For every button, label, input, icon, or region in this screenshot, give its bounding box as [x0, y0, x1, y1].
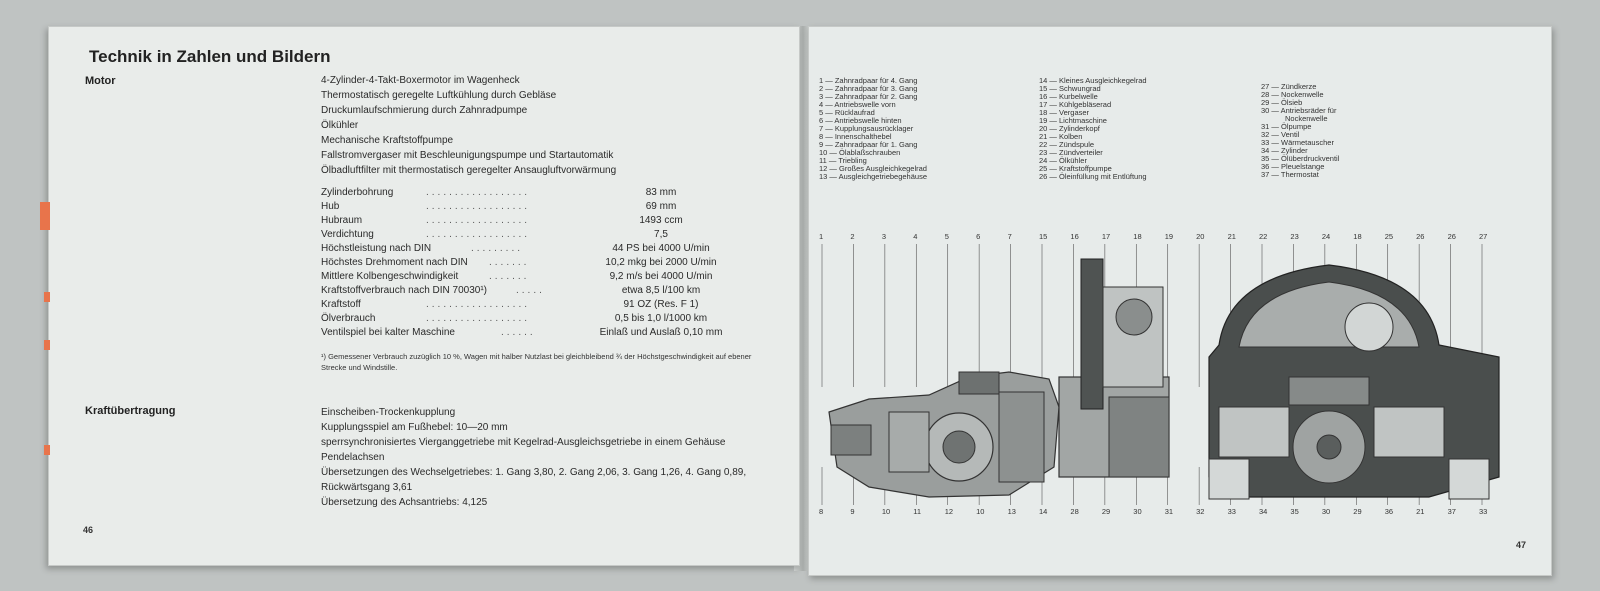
spec-value: 91 OZ (Res. F 1): [623, 299, 699, 310]
spec-row: [321, 243, 761, 257]
spec-row: [321, 313, 761, 327]
legend-item: 1 — Zahnradpaar für 4. Gang: [819, 76, 918, 85]
spec-label: Mittlere Kolbengeschwindigkeit: [321, 271, 459, 282]
drivetrain-line: Rückwärtsgang 3,61: [321, 482, 413, 493]
motor-line: Thermostatisch geregelte Luftkühlung durch Gebläse: [321, 90, 557, 101]
motor-line: Mechanische Kraftstoffpumpe: [321, 135, 454, 146]
legend-item: 8 — Innenschalthebel: [819, 132, 892, 141]
bottom-callout: 12: [944, 507, 954, 516]
engine-cutaway-illustration: [809, 27, 1553, 577]
legend-item: 28 — Nockenwelle: [1261, 90, 1324, 99]
leader-dots: .........: [471, 243, 524, 254]
legend-item: 13 — Ausgleichgetriebegehäuse: [819, 172, 927, 181]
left-page: [48, 26, 800, 566]
right-page: [808, 26, 1552, 576]
legend-item: 7 — Kupplungsausrücklager: [819, 124, 914, 133]
index-tab: [44, 445, 50, 455]
top-callout: 18: [1133, 232, 1142, 241]
top-callout: 24: [1321, 232, 1331, 241]
legend-item: 36 — Pleuelstange: [1261, 162, 1325, 171]
drivetrain-line: sperrsynchronisiertes Vierganggetriebe mit Kegelrad-Ausgleichsgetriebe in einem Gehäuse: [321, 437, 726, 448]
legend-item: 37 — Thermostat: [1261, 170, 1319, 179]
legend-item: 3 — Zahnradpaar für 2. Gang: [819, 92, 918, 101]
spec-label: Ventilspiel bei kalter Maschine: [321, 327, 455, 338]
legend-item: 9 — Zahnradpaar für 1. Gang: [819, 140, 918, 149]
legend-item: 29 — Ölsieb: [1261, 98, 1303, 107]
bottom-callout: 9: [850, 507, 855, 516]
spec-value: 83 mm: [645, 187, 677, 198]
top-callout: 16: [1070, 232, 1079, 241]
bottom-callout: 37: [1447, 507, 1456, 516]
legend-item: 17 — Kühlgebläserad: [1039, 100, 1112, 109]
spec-label: Hubraum: [321, 215, 363, 226]
leader-dots: .....: [516, 285, 545, 296]
top-callout: 19: [1164, 232, 1174, 241]
top-callout: 5: [944, 232, 949, 241]
drivetrain-line: Kupplungsspiel am Fußhebel: 10—20 mm: [321, 422, 508, 433]
legend-item: 20 — Zylinderkopf: [1039, 124, 1100, 133]
legend-item: 4 — Antriebswelle vorn: [819, 100, 896, 109]
spec-label: Zylinderbohrung: [321, 187, 394, 198]
legend-item: 18 — Vergaser: [1039, 108, 1090, 117]
spec-label: Kraftstoffverbrauch nach DIN 70030¹): [321, 285, 488, 296]
legend-item: 33 — Wärmetauscher: [1261, 138, 1334, 147]
legend-item: Nockenwelle: [1285, 114, 1328, 123]
bottom-callout: 34: [1259, 507, 1268, 516]
bottom-callout: 31: [1164, 507, 1174, 516]
leader-dots: .......: [489, 271, 530, 282]
spec-row: [321, 257, 761, 271]
page-title: Technik in Zahlen und Bildern: [89, 47, 331, 66]
bottom-callout: 10: [881, 507, 891, 516]
leader-dots: ..................: [426, 313, 531, 324]
legend-item: 10 — Ölablaßschrauben: [819, 148, 901, 157]
bottom-callout: 21: [1416, 507, 1425, 516]
top-callout: 20: [1196, 232, 1205, 241]
spec-label: Höchstes Drehmoment nach DIN: [321, 257, 468, 268]
legend-item: 23 — Zündverteiler: [1039, 148, 1103, 157]
top-callout: 1: [819, 232, 824, 241]
spec-row: [321, 201, 761, 215]
spec-value: 44 PS bei 4000 U/min: [612, 243, 710, 254]
leader-dots: ......: [501, 327, 536, 338]
top-callout: 22: [1259, 232, 1268, 241]
bottom-callout: 28: [1070, 507, 1079, 516]
spec-row: [321, 229, 761, 243]
legend-item: 12 — Großes Ausgleichkegelrad: [819, 164, 927, 173]
section-heading-drivetrain: Kraftübertragung: [85, 405, 176, 417]
leader-dots: .......: [489, 257, 530, 268]
legend-item: 11 — Triebling: [819, 156, 867, 165]
spec-row: [321, 327, 761, 341]
page-number: 46: [83, 525, 94, 535]
page-number: 47: [1516, 540, 1527, 550]
bottom-callout: 30: [1321, 507, 1331, 516]
spec-row: [321, 299, 761, 313]
motor-line: 4-Zylinder-4-Takt-Boxermotor im Wagenheck: [321, 75, 520, 86]
bottom-callout: 35: [1290, 507, 1299, 516]
top-callout: 7: [1007, 232, 1012, 241]
top-callout: 18: [1353, 232, 1362, 241]
spec-label: Kraftstoff: [321, 299, 361, 310]
leader-dots: ..................: [426, 215, 531, 226]
bottom-callout: 29: [1353, 507, 1362, 516]
legend-item: 22 — Zündspule: [1039, 140, 1095, 149]
legend-item: 16 — Kurbelwelle: [1039, 92, 1098, 101]
drivetrain-line: Pendelachsen: [321, 452, 385, 463]
top-callout: 17: [1101, 232, 1111, 241]
leader-dots: ..................: [426, 229, 531, 240]
legend-item: 14 — Kleines Ausgleichkegelrad: [1039, 76, 1147, 85]
top-callout: 26: [1447, 232, 1456, 241]
legend-item: 26 — Öleinfüllung mit Entlüftung: [1039, 172, 1147, 181]
drivetrain-line: Einscheiben-Trockenkupplung: [321, 407, 456, 418]
top-callout: 21: [1227, 232, 1236, 241]
motor-line: Ölbadluftfilter mit thermostatisch geregelter Ansaugluftvorwärmung: [321, 165, 617, 176]
top-callout: 6: [976, 232, 981, 241]
spec-row: [321, 187, 761, 201]
spec-value: 1493 ccm: [639, 215, 683, 226]
bottom-callout: 33: [1479, 507, 1488, 516]
spec-value: Einlaß und Auslaß 0,10 mm: [599, 327, 723, 338]
leader-dots: ..................: [426, 299, 531, 310]
spec-row: [321, 271, 761, 285]
top-callout: 25: [1384, 232, 1394, 241]
top-callout: 26: [1416, 232, 1425, 241]
index-tab: [44, 292, 50, 302]
legend-item: 31 — Ölpumpe: [1261, 122, 1312, 131]
bottom-callout: 29: [1101, 507, 1111, 516]
spec-row: [321, 285, 761, 299]
bottom-callout: 32: [1196, 507, 1205, 516]
legend-item: 32 — Ventil: [1261, 130, 1300, 139]
bottom-callout: 14: [1039, 507, 1048, 516]
drivetrain-line: Übersetzung des Achsantriebs: 4,125: [321, 497, 488, 508]
bottom-callout: 36: [1384, 507, 1394, 516]
top-callout: 4: [913, 232, 918, 241]
legend-item: 35 — Ölüberdruckventil: [1261, 154, 1340, 163]
spec-value: 69 mm: [645, 201, 677, 212]
bottom-callout: 33: [1227, 507, 1236, 516]
top-callout: 2: [850, 232, 855, 241]
spec-value: 7,5: [654, 229, 668, 240]
legend-item: 19 — Lichtmaschine: [1039, 116, 1107, 125]
legend-item: 34 — Zylinder: [1261, 146, 1308, 155]
legend-item: 21 — Kolben: [1039, 132, 1083, 141]
leader-dots: ..................: [426, 187, 531, 198]
bottom-callout: 10: [976, 507, 985, 516]
spec-value: 0,5 bis 1,0 l/1000 km: [614, 313, 708, 324]
section-heading-motor: Motor: [85, 75, 116, 87]
legend-item: 6 — Antriebswelle hinten: [819, 116, 902, 125]
spec-label: Hub: [321, 201, 340, 212]
bottom-callout: 11: [913, 507, 922, 516]
bottom-callout: 13: [1007, 507, 1016, 516]
top-callout: 15: [1039, 232, 1048, 241]
top-callout: 3: [881, 232, 887, 241]
top-callout: 23: [1290, 232, 1299, 241]
motor-line: Fallstromvergaser mit Beschleunigungspumpe und Startautomatik: [321, 150, 614, 161]
legend-item: 30 — Antriebsräder für: [1261, 106, 1337, 115]
motor-line: Druckumlaufschmierung durch Zahnradpumpe: [321, 105, 528, 116]
leader-dots: ..................: [426, 201, 531, 212]
index-tab: [40, 202, 50, 230]
spec-value: etwa 8,5 l/100 km: [621, 285, 701, 296]
drivetrain-line: Übersetzungen des Wechselgetriebes: 1. Gang 3,80, 2. Gang 2,06, 3. Gang 1,26, 4. Gang 0,89,: [321, 467, 747, 478]
spec-label: Ölverbrauch: [321, 313, 376, 324]
legend-item: 2 — Zahnradpaar für 3. Gang: [819, 84, 918, 93]
legend-item: 15 — Schwungrad: [1039, 84, 1101, 93]
bottom-callout: 8: [819, 507, 824, 516]
spec-row: [321, 215, 761, 229]
spec-value: 10,2 mkg bei 2000 U/min: [605, 257, 717, 268]
motor-line: Ölkühler: [321, 120, 359, 131]
legend-item: 25 — Kraftstoffpumpe: [1039, 164, 1112, 173]
legend-item: 24 — Ölkühler: [1039, 156, 1087, 165]
bottom-callout: 30: [1133, 507, 1142, 516]
spec-label: Verdichtung: [321, 229, 374, 240]
spec-label: Höchstleistung nach DIN: [321, 243, 432, 254]
index-tab: [44, 340, 50, 350]
top-callout: 27: [1479, 232, 1488, 241]
legend-item: 5 — Rücklaufrad: [819, 108, 875, 117]
footnote: ¹) Gemessener Verbrauch zuzüglich 10 %, Wagen mit halber Nutzlast bei gleichbleibend ¾ der Höchstgeschwindigkeit auf ebener Strecke und Windstille.: [321, 352, 752, 372]
legend-item: 27 — Zündkerze: [1261, 82, 1317, 91]
spec-value: 9,2 m/s bei 4000 U/min: [609, 271, 713, 282]
